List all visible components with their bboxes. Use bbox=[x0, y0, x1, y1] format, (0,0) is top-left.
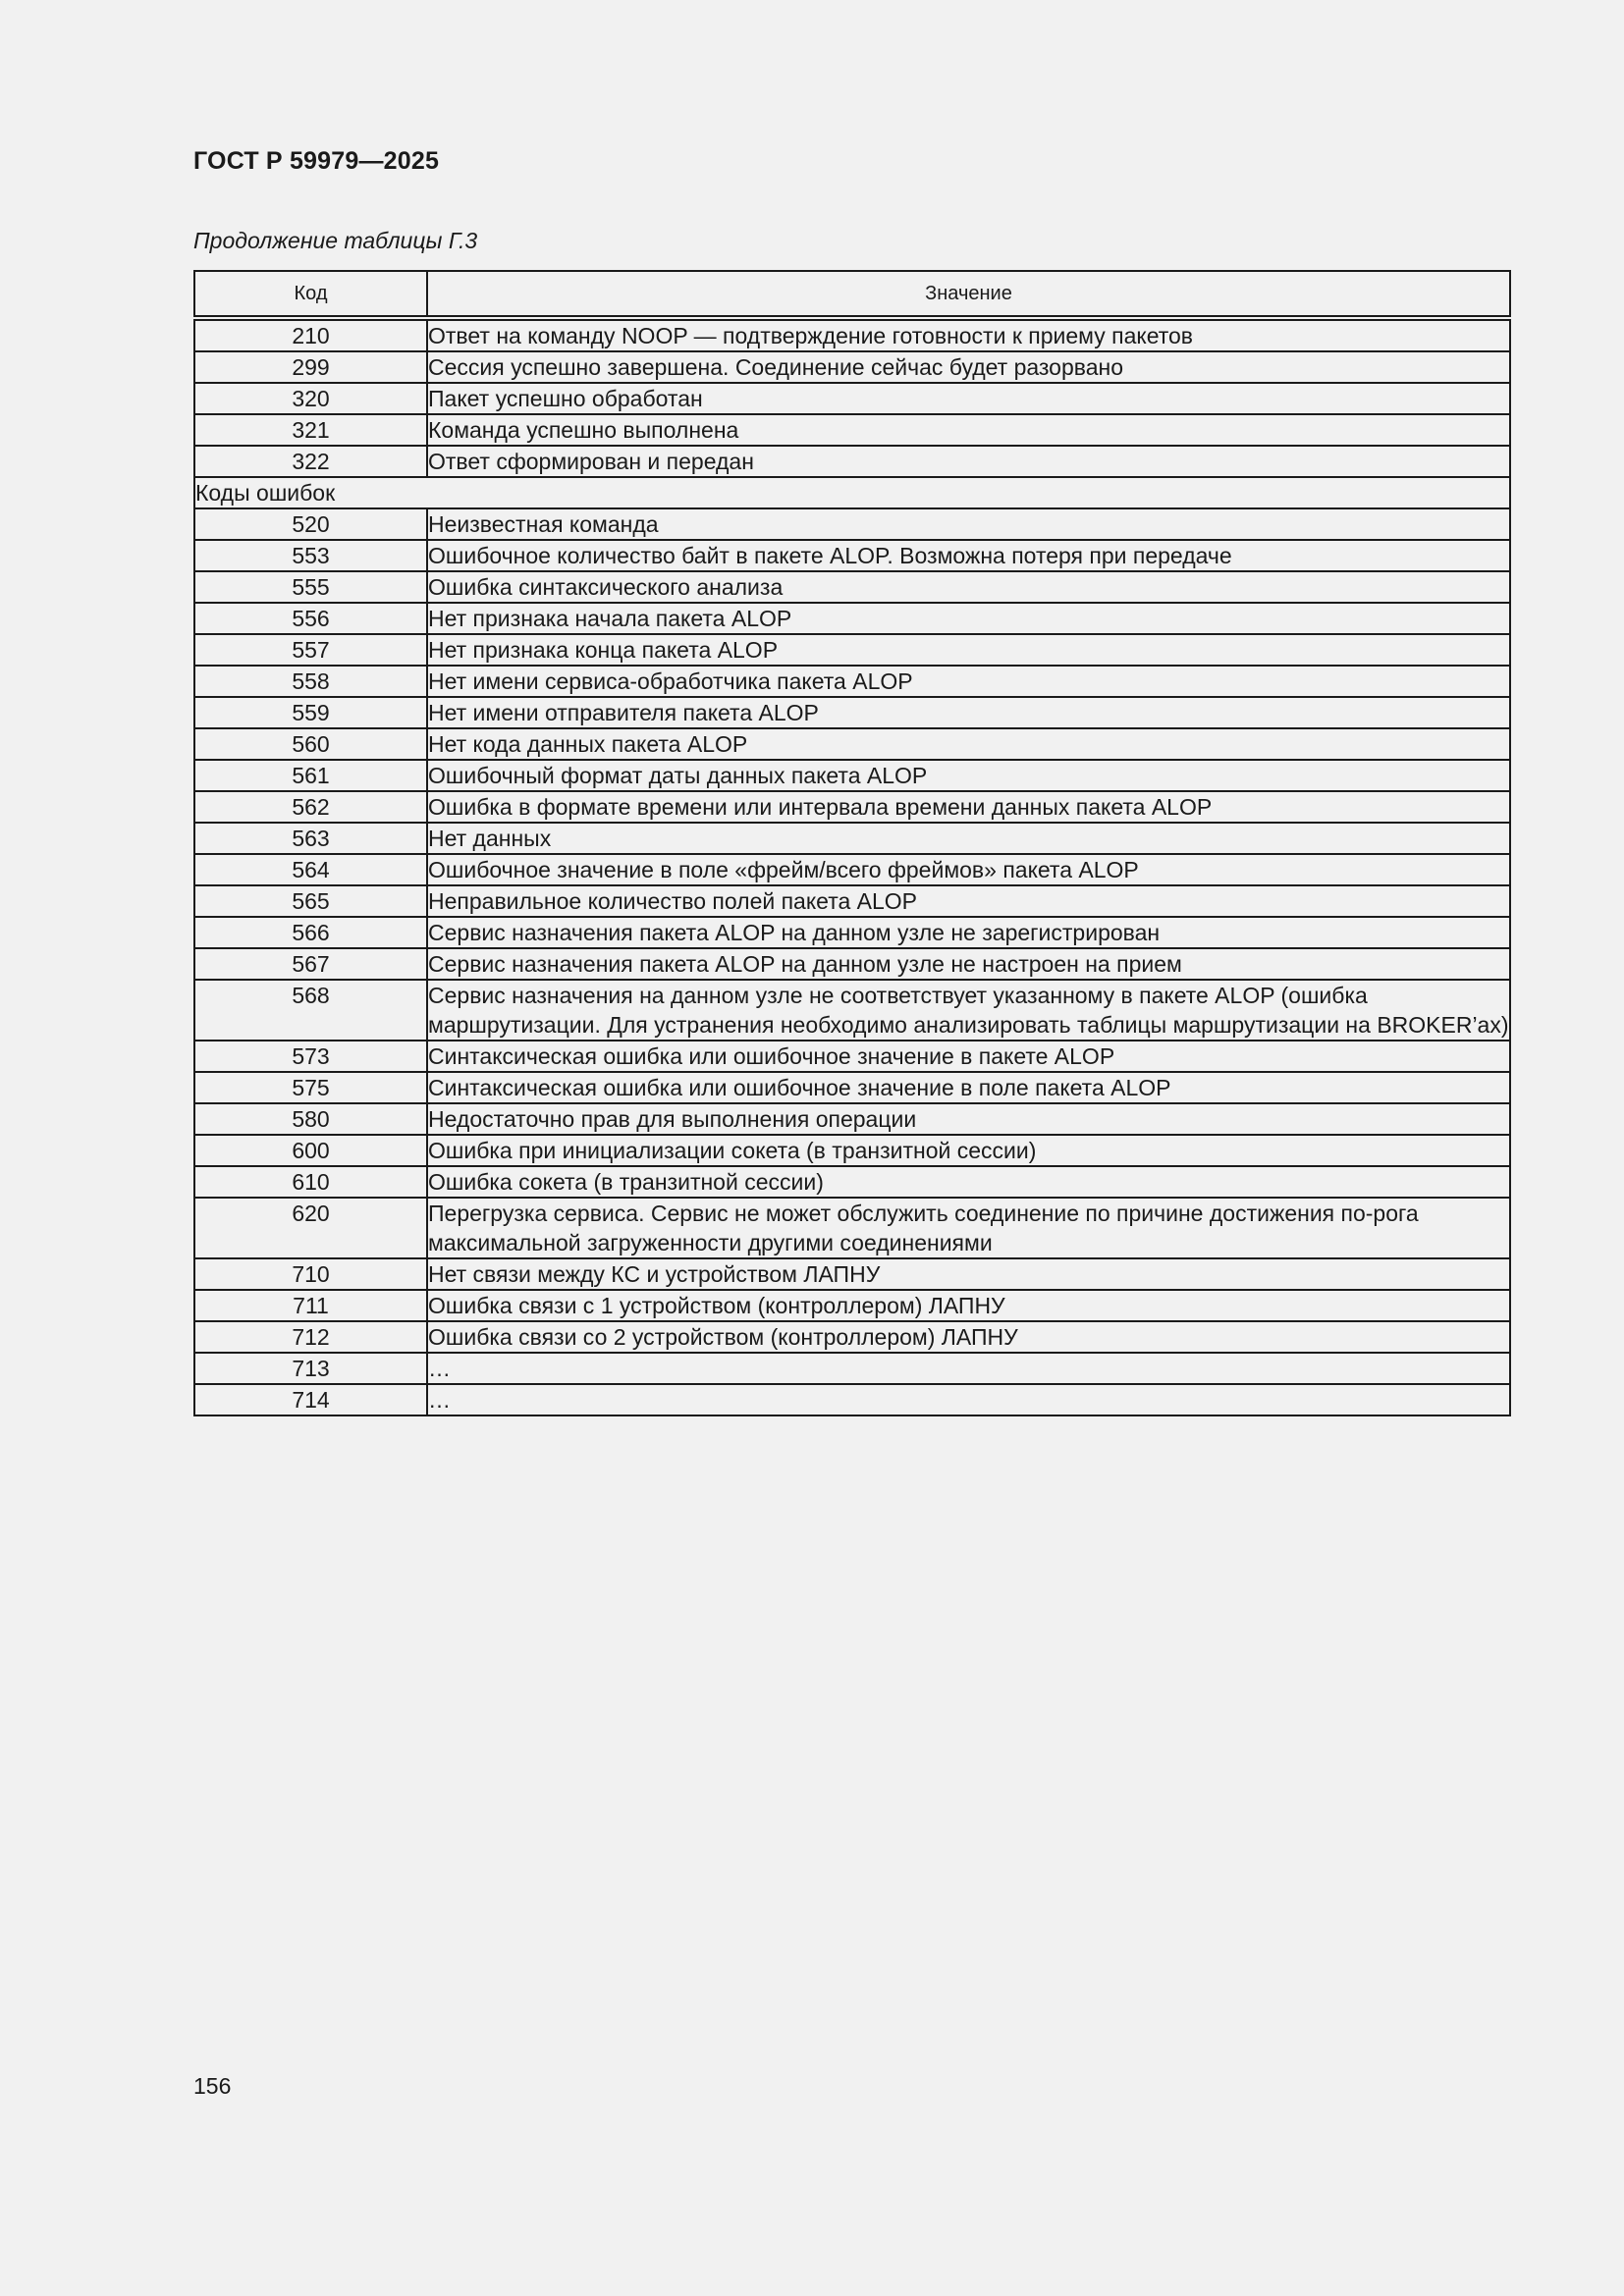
value-cell: Ошибочное количество байт в пакете ALOP. Возможна потеря при передаче bbox=[427, 540, 1510, 571]
value-cell: Сервис назначения на данном узле не соответствует указанному в пакете ALOP (ошибка маршрутизации. Для устранения необходимо анализировать таблицы маршрутизации на BROKER’ах) bbox=[427, 980, 1510, 1041]
code-cell: 573 bbox=[194, 1041, 427, 1072]
table-row bbox=[194, 634, 1510, 666]
code-cell: 575 bbox=[194, 1072, 427, 1103]
table-row bbox=[194, 540, 1510, 571]
value-cell: Нет признака начала пакета ALOP bbox=[427, 603, 1510, 634]
table-body bbox=[194, 318, 1510, 1415]
value-cell: Сервис назначения пакета ALOP на данном узле не настроен на прием bbox=[427, 948, 1510, 980]
code-cell: 557 bbox=[194, 634, 427, 666]
code-cell: 564 bbox=[194, 854, 427, 885]
code-cell: 562 bbox=[194, 791, 427, 823]
code-cell: 610 bbox=[194, 1166, 427, 1198]
code-cell: 210 bbox=[194, 318, 427, 351]
code-cell: 560 bbox=[194, 728, 427, 760]
value-cell: Ошибочный формат даты данных пакета ALOP bbox=[427, 760, 1510, 791]
code-cell: 711 bbox=[194, 1290, 427, 1321]
table-section-row bbox=[194, 477, 1510, 508]
table-row bbox=[194, 760, 1510, 791]
value-cell: Синтаксическая ошибка или ошибочное значение в поле пакета ALOP bbox=[427, 1072, 1510, 1103]
value-cell: Сервис назначения пакета ALOP на данном узле не зарегистрирован bbox=[427, 917, 1510, 948]
value-cell: Ошибочное значение в поле «фрейм/всего фреймов» пакета ALOP bbox=[427, 854, 1510, 885]
code-cell: 568 bbox=[194, 980, 427, 1041]
value-cell: Нет имени сервиса-обработчика пакета ALOP bbox=[427, 666, 1510, 697]
value-cell: Ответ сформирован и передан bbox=[427, 446, 1510, 477]
table-row bbox=[194, 1384, 1510, 1415]
code-cell: 710 bbox=[194, 1258, 427, 1290]
code-cell: 321 bbox=[194, 414, 427, 446]
column-header-code: Код bbox=[194, 271, 427, 318]
table-caption: Продолжение таблицы Г.3 bbox=[193, 228, 478, 253]
code-cell: 566 bbox=[194, 917, 427, 948]
table-row bbox=[194, 414, 1510, 446]
code-cell: 714 bbox=[194, 1384, 427, 1415]
table-row bbox=[194, 1135, 1510, 1166]
table-row bbox=[194, 318, 1510, 351]
table-row bbox=[194, 446, 1510, 477]
table-row bbox=[194, 823, 1510, 854]
code-cell: 559 bbox=[194, 697, 427, 728]
code-cell: 555 bbox=[194, 571, 427, 603]
table-row bbox=[194, 728, 1510, 760]
table-header-row bbox=[194, 271, 1510, 318]
code-cell: 558 bbox=[194, 666, 427, 697]
column-header-value: Значение bbox=[427, 271, 1510, 318]
table-row bbox=[194, 571, 1510, 603]
code-cell: 713 bbox=[194, 1353, 427, 1384]
table-row bbox=[194, 1198, 1510, 1258]
document-header: ГОСТ Р 59979—2025 bbox=[193, 147, 440, 175]
table-row bbox=[194, 351, 1510, 383]
value-cell: Перегрузка сервиса. Сервис не может обслужить соединение по причине достижения по-рога максимальной загруженности другими соединениями bbox=[427, 1198, 1510, 1258]
table-row bbox=[194, 948, 1510, 980]
value-cell: … bbox=[427, 1353, 1510, 1384]
table-row bbox=[194, 1353, 1510, 1384]
code-cell: 563 bbox=[194, 823, 427, 854]
value-cell: Нет данных bbox=[427, 823, 1510, 854]
value-cell: Ошибка синтаксического анализа bbox=[427, 571, 1510, 603]
value-cell: Нет кода данных пакета ALOP bbox=[427, 728, 1510, 760]
code-cell: 561 bbox=[194, 760, 427, 791]
value-cell: Ошибка связи со 2 устройством (контроллером) ЛАПНУ bbox=[427, 1321, 1510, 1353]
value-cell: Нет связи между КС и устройством ЛАПНУ bbox=[427, 1258, 1510, 1290]
value-cell: Ошибка связи с 1 устройством (контроллером) ЛАПНУ bbox=[427, 1290, 1510, 1321]
code-cell: 600 bbox=[194, 1135, 427, 1166]
value-cell: Недостаточно прав для выполнения операции bbox=[427, 1103, 1510, 1135]
table-row bbox=[194, 508, 1510, 540]
table-row bbox=[194, 1166, 1510, 1198]
table-row bbox=[194, 1321, 1510, 1353]
value-cell: Ошибка при инициализации сокета (в транзитной сессии) bbox=[427, 1135, 1510, 1166]
value-cell: Неизвестная команда bbox=[427, 508, 1510, 540]
code-cell: 565 bbox=[194, 885, 427, 917]
table-row bbox=[194, 791, 1510, 823]
code-cell: 556 bbox=[194, 603, 427, 634]
value-cell: Нет имени отправителя пакета ALOP bbox=[427, 697, 1510, 728]
table-row bbox=[194, 1103, 1510, 1135]
table-row bbox=[194, 917, 1510, 948]
table-row bbox=[194, 1072, 1510, 1103]
table-row bbox=[194, 603, 1510, 634]
table-row bbox=[194, 1290, 1510, 1321]
value-cell: Неправильное количество полей пакета ALOP bbox=[427, 885, 1510, 917]
table-row bbox=[194, 854, 1510, 885]
table-row bbox=[194, 980, 1510, 1041]
code-cell: 553 bbox=[194, 540, 427, 571]
code-cell: 620 bbox=[194, 1198, 427, 1258]
section-title: Коды ошибок bbox=[194, 477, 1510, 508]
value-cell: Ошибка в формате времени или интервала времени данных пакета ALOP bbox=[427, 791, 1510, 823]
value-cell: Ответ на команду NOOP — подтверждение готовности к приему пакетов bbox=[427, 318, 1510, 351]
code-cell: 520 bbox=[194, 508, 427, 540]
table-row bbox=[194, 697, 1510, 728]
value-cell: Нет признака конца пакета ALOP bbox=[427, 634, 1510, 666]
codes-table bbox=[193, 270, 1511, 1416]
value-cell: Сессия успешно завершена. Соединение сейчас будет разорвано bbox=[427, 351, 1510, 383]
value-cell: Синтаксическая ошибка или ошибочное значение в пакете ALOP bbox=[427, 1041, 1510, 1072]
code-cell: 299 bbox=[194, 351, 427, 383]
value-cell: Ошибка сокета (в транзитной сессии) bbox=[427, 1166, 1510, 1198]
code-cell: 322 bbox=[194, 446, 427, 477]
code-cell: 567 bbox=[194, 948, 427, 980]
code-cell: 320 bbox=[194, 383, 427, 414]
table-row bbox=[194, 383, 1510, 414]
value-cell: … bbox=[427, 1384, 1510, 1415]
table-row bbox=[194, 666, 1510, 697]
table-row bbox=[194, 885, 1510, 917]
value-cell: Команда успешно выполнена bbox=[427, 414, 1510, 446]
table-row bbox=[194, 1041, 1510, 1072]
page-number: 156 bbox=[193, 2073, 232, 2099]
code-cell: 580 bbox=[194, 1103, 427, 1135]
value-cell: Пакет успешно обработан bbox=[427, 383, 1510, 414]
code-cell: 712 bbox=[194, 1321, 427, 1353]
table-row bbox=[194, 1258, 1510, 1290]
